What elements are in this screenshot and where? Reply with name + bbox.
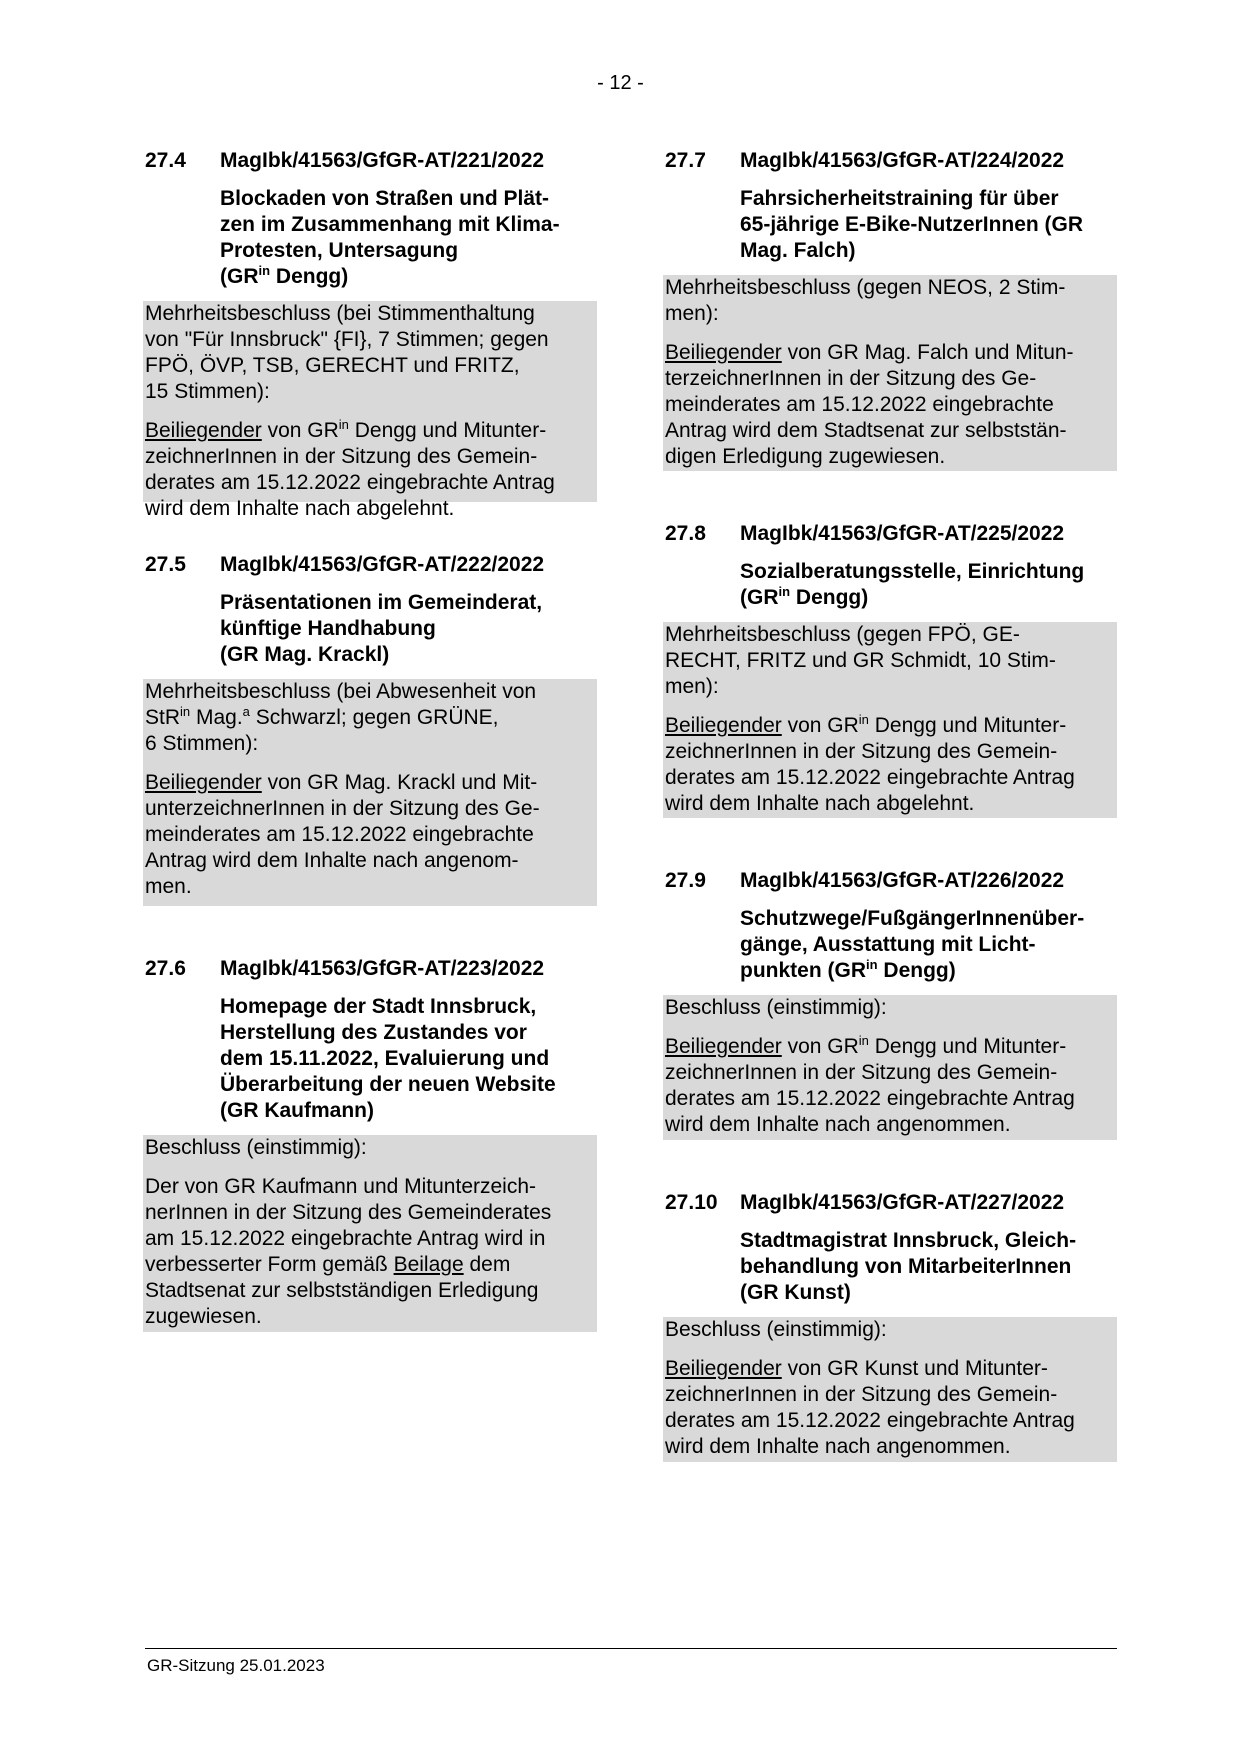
attachment-link[interactable]: Beiliegender [665,1357,782,1380]
title-line: Schutzwege/FußgängerInnenüber- [740,907,1085,930]
resolution-box [663,275,1117,471]
title-line: Blockaden von Straßen und Plät- [220,187,550,210]
title-line: punkten ($GR^{in}$ Dengg) [740,957,956,982]
resolution-text: Mehrheitsbeschluss (bei Abwesenheit von StR$^{in}$ Mag.$^a$ Schwarzl; gegen GRÜNE, 6 Stimmen): [145,680,537,755]
item-reference: MagIbk/41563/GfGR-AT/223/2022 [220,957,545,980]
title-line: Protesten, Untersagung [220,239,459,262]
page-number: - 12 - [597,72,644,94]
title-line: behandlung von MitarbeiterInnen [740,1255,1072,1278]
item-title [220,186,597,290]
footer-divider [145,1648,1117,1649]
title-line: ($GR^{in}$ Dengg) [220,263,349,288]
item-reference: MagIbk/41563/GfGR-AT/226/2022 [740,869,1065,892]
item-reference: MagIbk/41563/GfGR-AT/222/2022 [220,553,545,576]
agenda-item-27-9 [665,868,1117,1140]
title-line: Stadtmagistrat Innsbruck, Gleich- [740,1229,1077,1252]
title-line: Überarbeitung der neuen Website [220,1073,556,1096]
agenda-item-27-4 [145,148,597,520]
title-line: ($GR^{in}$ Dengg) [740,584,869,609]
item-number: 27.4 [145,149,186,172]
attachment-link[interactable]: Beiliegender [665,341,782,364]
attachment-link[interactable]: Beiliegender [145,419,262,442]
attachment-link[interactable]: Beilage [393,1253,464,1276]
item-title [740,559,1117,611]
left-column [145,148,597,1332]
agenda-item-27-10 [665,1190,1117,1462]
title-line: dem 15.11.2022, Evaluierung und [220,1047,550,1070]
item-title [220,994,597,1124]
decision-text: Beiliegender von $GR^{in}$ Dengg und Mitunter- zeichnerInnen in der Sitzung des Gemein- derates am 15.12.2022 eingebrachte Antrag wird dem Inhalte nach angenommen. [665,1033,1075,1136]
item-reference: MagIbk/41563/GfGR-AT/224/2022 [740,149,1065,172]
agenda-item-27-5 [145,552,597,906]
decision-text: Beiliegender von GR Mag. Krackl und Mit- unterzeichnerInnen in der Sitzung des Ge- meinderates am 15.12.2022 eingebrachte Antrag wird dem Inhalte nach angenom- men. [145,771,540,898]
resolution-box [663,1317,1117,1462]
item-number: 27.10 [665,1191,718,1214]
decision-text: Der von GR Kaufmann und Mitunterzeich- nerInnen in der Sitzung des Gemeinderates am 15.12.2022 eingebrachte Antrag wird in verbesserter Form gemäß Beilage dem Stadtsenat zur selbstständigen Erledigung zugewiesen. [145,1175,552,1328]
resolution-box [663,995,1117,1140]
decision-text: Beiliegender von GR Kunst und Mitunter- zeichnerInnen in der Sitzung des Gemein- derates am 15.12.2022 eingebrachte Antrag wird dem Inhalte nach angenommen. [665,1357,1075,1458]
title-line: 65-jährige E-Bike-NutzerInnen (GR [740,213,1084,236]
attachment-link[interactable]: Beiliegender [145,771,262,794]
resolution-text: Mehrheitsbeschluss (gegen NEOS, 2 Stim- men): [665,276,1066,325]
right-column [665,148,1117,1462]
resolution-text: Mehrheitsbeschluss (gegen FPÖ, GE- RECHT, FRITZ und GR Schmidt, 10 Stim- men): [665,623,1056,698]
decision-text: Beiliegender von $GR^{in}$ Dengg und Mitunter- zeichnerInnen in der Sitzung des Gemein- derates am 15.12.2022 eingebrachte Antrag wird dem Inhalte nach abgelehnt. [665,712,1075,815]
item-title [740,906,1117,984]
item-number: 27.5 [145,553,186,576]
title-line: Homepage der Stadt Innsbruck, [220,995,537,1018]
resolution-text: Beschluss (einstimmig): [665,1318,887,1341]
item-number: 27.7 [665,149,706,172]
item-title [740,1228,1117,1306]
title-line: (GR Mag. Krackl) [220,643,390,666]
resolution-box [143,679,597,906]
decision-text: Beiliegender von $GR^{in}$ Dengg und Mitunter- zeichnerInnen in der Sitzung des Gemein- derates am 15.12.2022 eingebrachte Antrag wird dem Inhalte nach abgelehnt. [145,417,555,520]
agenda-item-27-8 [665,521,1117,818]
title-line: Mag. Falch) [740,239,856,262]
resolution-box [143,1135,597,1332]
title-line: Präsentationen im Gemeinderat, [220,591,543,614]
item-number: 27.9 [665,869,706,892]
title-line: Fahrsicherheitstraining für über [740,187,1059,210]
attachment-link[interactable]: Beiliegender [665,1035,782,1058]
item-reference: MagIbk/41563/GfGR-AT/225/2022 [740,522,1065,545]
item-reference: MagIbk/41563/GfGR-AT/227/2022 [740,1191,1065,1214]
item-title [740,186,1117,264]
title-line: (GR Kunst) [740,1281,851,1304]
title-line: Sozialberatungsstelle, Einrichtung [740,560,1085,583]
item-title [220,590,597,668]
footer-text: GR-Sitzung 25.01.2023 [147,1656,325,1675]
resolution-text: Beschluss (einstimmig): [665,996,887,1019]
resolution-text: Beschluss (einstimmig): [145,1136,367,1159]
agenda-item-27-7 [665,148,1117,471]
item-number: 27.6 [145,957,186,980]
decision-text: Beiliegender von GR Mag. Falch und Mitun- terzeichnerInnen in der Sitzung des Ge- meinderates am 15.12.2022 eingebrachte Antrag wird dem Stadtsenat zur selbststän- digen Erledigung zugewiesen. [665,341,1074,468]
resolution-text: Mehrheitsbeschluss (bei Stimmenthaltung von "Für Innsbruck" {FI}, 7 Stimmen; gegen FPÖ, ÖVP, TSB, GERECHT und FRITZ, 15 Stimmen): [145,302,549,403]
title-line: (GR Kaufmann) [220,1099,374,1122]
title-line: gänge, Ausstattung mit Licht- [740,933,1036,956]
title-line: Herstellung des Zustandes vor [220,1021,527,1044]
attachment-link[interactable]: Beiliegender [665,714,782,737]
item-number: 27.8 [665,522,706,545]
item-reference: MagIbk/41563/GfGR-AT/221/2022 [220,149,545,172]
title-line: zen im Zusammenhang mit Klima- [220,213,560,236]
title-line: künftige Handhabung [220,617,436,640]
resolution-box [143,301,597,520]
resolution-box [663,622,1117,818]
agenda-item-27-6 [145,956,597,1332]
